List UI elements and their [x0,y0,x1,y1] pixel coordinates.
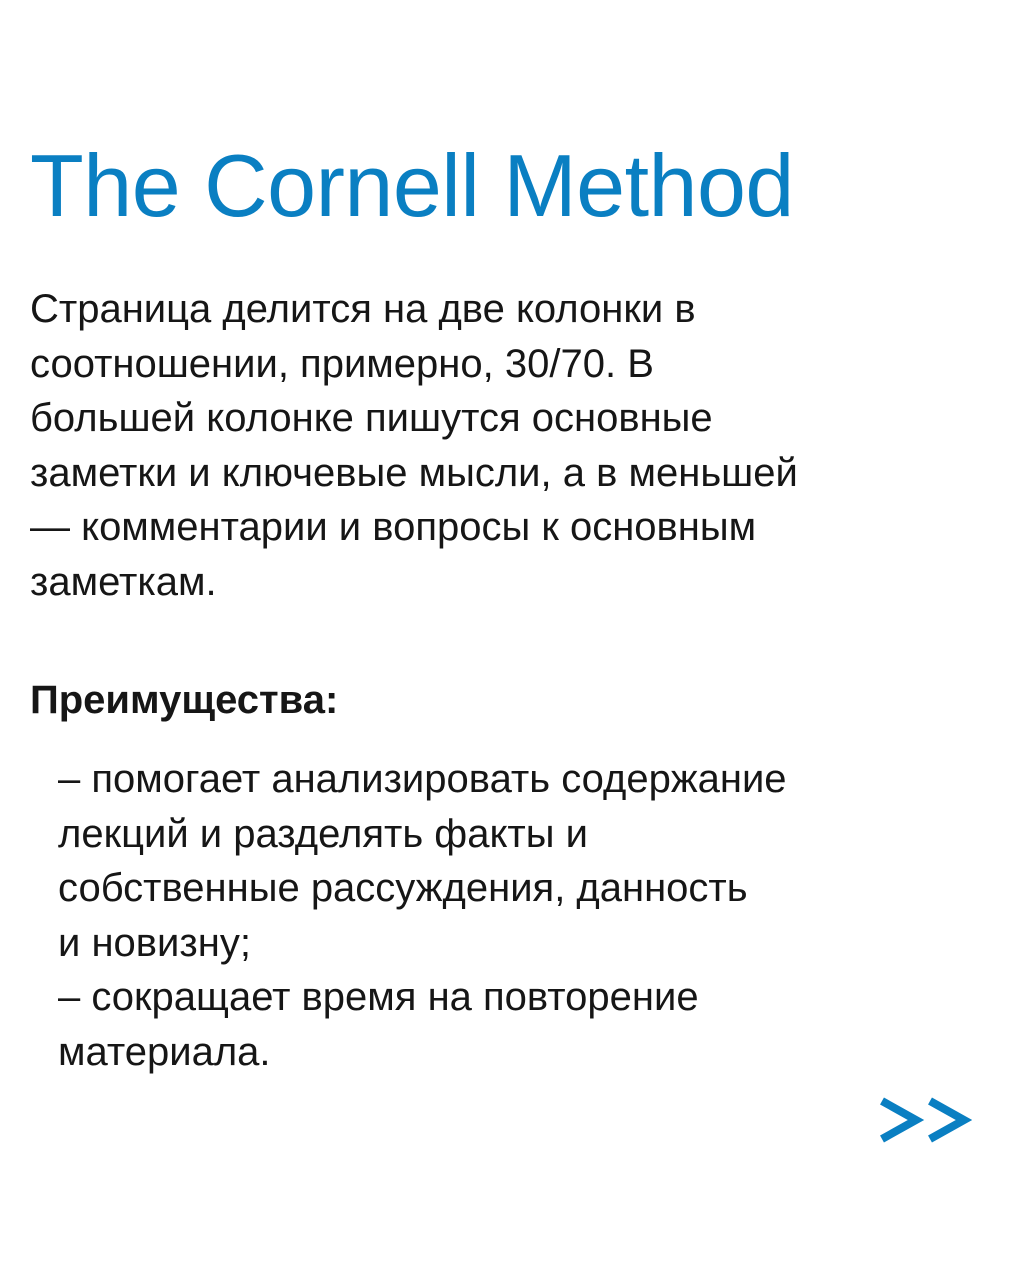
advantages-list [58,752,787,1079]
intro-line: большей колонке пишутся основные [30,396,713,440]
next-slide-button[interactable] [876,1094,972,1146]
intro-line: заметки и ключевые мысли, а в меньшей [30,450,798,495]
intro-paragraph [30,282,990,609]
list-item [58,752,787,970]
list-item-line: – помогает анализировать содержание [58,757,787,801]
intro-line: Страница делится на две колонки в [30,287,696,331]
list-item-line: и новизну; [58,920,251,965]
page-title: The Cornell Method [30,136,794,235]
list-item-line: материала. [58,1029,271,1074]
advantages-heading: Преимущества: [30,678,339,722]
intro-line: — комментарии и вопросы к основным [30,505,757,549]
double-chevron-right-icon [876,1094,972,1146]
list-item-line: собственные рассуждения, данность [58,866,748,910]
intro-line: заметкам. [30,559,217,604]
list-item [58,970,787,1079]
list-item-line: – сокращает время на повторение [58,975,699,1019]
intro-line: соотношении, примерно, 30/70. В [30,341,654,386]
list-item-line: лекций и разделять факты и [58,811,588,856]
